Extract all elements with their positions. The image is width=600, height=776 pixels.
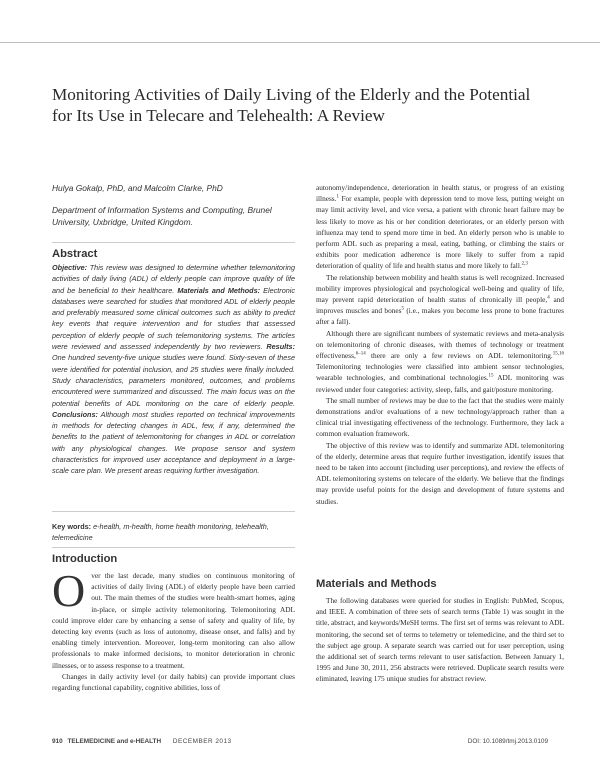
authors: Hulya Gokalp, PhD, and Malcolm Clarke, PhD — [52, 183, 223, 193]
page-number: 910 — [52, 738, 63, 745]
methods-heading: Materials and Methods — [316, 578, 437, 590]
methods-label: Materials and Methods: — [177, 285, 261, 295]
results-label: Results: — [266, 342, 295, 352]
objective-label: Objective: — [52, 263, 88, 272]
journal-name: TELEMEDICINE and e-HEALTH — [67, 738, 162, 745]
methods-text — [316, 595, 564, 685]
abstract-top-rule — [52, 242, 295, 243]
right-paragraph-5: The objective of this review was to identify and summarize ADL telemonitoring of the elderly, determine areas that require further investigation, identify issues that need to be taken into account (including user perceptions), and review the effects of ADL telemonitoring systems on telecare of the elderly. We believe that the findings may provide useful points for the design and development of future systems and studies. — [316, 440, 564, 506]
right-paragraph-3: Although there are significant numbers of systematic reviews and meta-analysis on telemonitoring of chronic diseases, with themes of technology or treatment effectiveness,$^{6-14}$ there are only a few reviews on ADL telemonitoring.$^{15,16}$ Telemonitoring technologies were classified into ambient sensor technologies, wearable technologies, and combinational technologies.$^{15}$ ADL monitoring was reviewed under four categories: activity, sleep, falls, and gait/posture monitoring. — [316, 328, 564, 394]
drop-cap: O — [52, 565, 86, 616]
intro-paragraph-2: Changes in daily activity level (or daily habits) can provide important clues regarding functional capability, cognitive abilities, loss of — [52, 671, 295, 693]
right-column-text — [316, 182, 564, 507]
methods-text: Electronic databases were searched for studies that monitored ADL of elderly people and preferably measured some clinical outcomes such as ability to predict key events that require intervention and for studies that assessed perception of elderly people of such telemonitoring systems. The articles were reviewed and assessed independently by two reviewers. — [52, 285, 295, 352]
keywords-label: Key words: — [52, 522, 92, 531]
doi: DOI: 10.1089/tmj.2013.0109 — [467, 738, 548, 745]
methods-paragraph-1: The following databases were queried for studies in English: PubMed, Scopus, and IEEE. A combination of three sets of search terms (Table 1) was sought in the title, abstract, and keywords/MeSH terms. The first set of terms was relevant to ADL monitoring, the second set of terms to telemetry or telemedicine, and the third set to the subject age group. A separate search was carried out for user perception, using the additional set of search terms relevant to user satisfaction. Between January 1, 1995 and June 30, 2011, 256 abstracts were retrieved. Duplicate search results were eliminated, leaving 175 unique studies for abstract review. — [316, 596, 564, 684]
conclusions-text: Although most studies reported on technical improvements in methods for detecting changes in ADL, few, if any, determined the benefits to the patient of telemonitoring for changes in ADL or correlation with any physiological changes. We propose sensor and system characteristics for improved user acceptance and deployment in a large-scale care plan. We present areas requiring further investigation. — [52, 409, 295, 476]
abstract-heading: Abstract — [52, 248, 98, 260]
introduction-text — [52, 565, 295, 693]
keywords-text: e-health, m-health, home health monitoring, telehealth, telemedicine — [52, 522, 269, 542]
page-footer — [52, 738, 548, 750]
issue-date: DECEMBER 2013 — [172, 738, 232, 745]
page-top-bar — [0, 0, 600, 43]
intro-paragraph-1: Over the last decade, many studies on continuous monitoring of activities of daily living (ADL) of elderly people have been carried out. The main themes of the studies were health-smart homes, aging in-place, or simple activity telemonitoring. Telemonitoring ADL could improve elder care by enhancing a sense of safety and quality of life, by detecting key events (such as loss of autonomy, disease onset, and falls) and by enabling timely intervention. Moreover, long-term monitoring can also allow professionals to make informed decisions, to monitor deterioration in chronic illnesses, or to assess response to a treatment. — [52, 565, 295, 670]
abstract-text — [52, 262, 295, 477]
article-title: Monitoring Activities of Daily Living of the Elderly and the Potential for Its Use in Telecare and Telehealth: A Review — [52, 85, 531, 125]
introduction-heading: Introduction — [52, 553, 118, 565]
keywords-top-rule — [52, 511, 295, 512]
right-paragraph-4: The small number of reviews may be due to the fact that the studies were mainly demonstrations and/or evaluations of a new technology/approach rather than a clinical trial investigating effectiveness of the technology. Furthermore, they lack a common evaluation framework. — [316, 395, 564, 439]
right-paragraph-1: autonomy/independence, deterioration in health status, or progress of an existing illness.$^1$ For example, people with depression tend to move less, putting weight on may limit activity level, and vice versa, a patient with chronic heart failure may be less likely to move as his or her condition deteriorates, or an elderly person with influenza may tend to spend more time in bed. An elderly person who is unable to perform ADL such as preparing a meal, eating, bathing, or climbing the stairs or exhibits poor medication adherence is more likely to suffer from a rapid deterioration of quality of life and health status and more likely to fall.$^{2,3}$ — [316, 183, 564, 271]
affiliation: Department of Information Systems and Computing, Brunel University, Uxbridge, United Kingdom. — [52, 205, 272, 227]
right-paragraph-2: The relationship between mobility and health status is well recognized. Increased mobility improves physiological and psychological well-being and quality of life, may prevent rapid deterioration of health status of chronically ill people,$^4$ and improves muscles and bones$^5$ (i.e., makes you become less prone to bone fractures after a fall). — [316, 272, 564, 327]
keywords-bottom-rule — [52, 547, 295, 548]
keywords — [52, 521, 295, 543]
objective-text: This review was designed to determine whether telemonitoring activities of daily living (ADL) of elderly people can improve quality of life and be beneficial to their healthcare. — [52, 263, 295, 295]
conclusions-label: Conclusions: — [52, 409, 98, 419]
results-text: One hundred seventy-five unique studies were found. Sixty-seven of these were identified for potential inclusion, and 25 studies were finally included. Study characteristics, parameters monitored, outcomes, and problems encountered were summarized and discussed. The main focus was on the potential benefits of ADL monitoring on the care of elderly people. — [52, 353, 295, 408]
